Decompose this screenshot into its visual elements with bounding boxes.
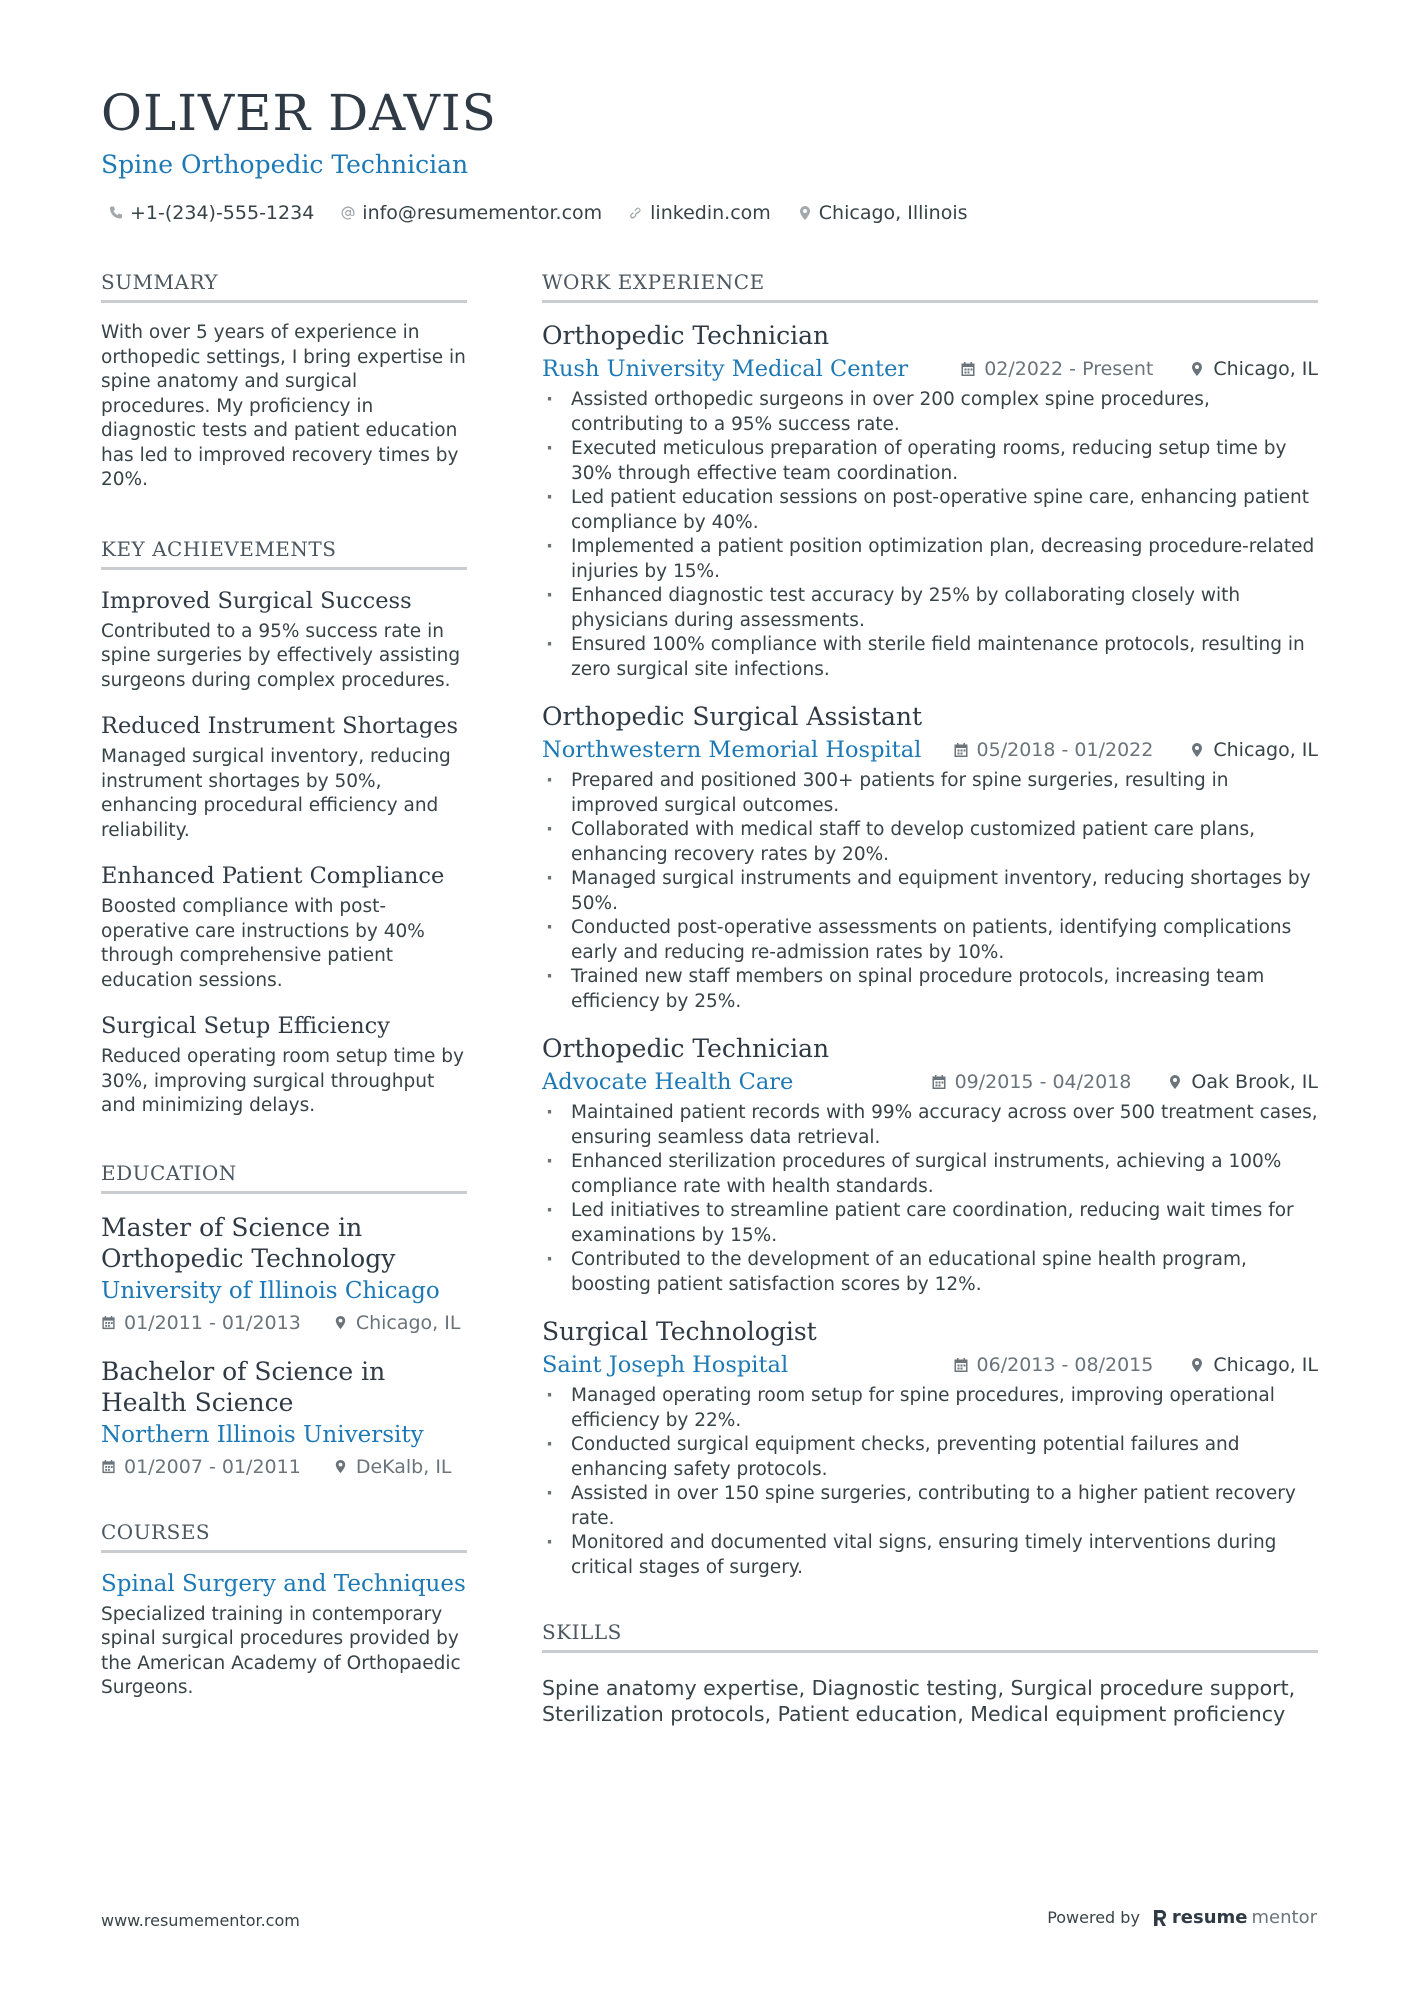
left-column [101,270,467,1701]
education-dates: 01/2007 - 01/2011 [124,1455,301,1478]
map-pin-icon [1189,361,1205,377]
education-heading: EDUCATION [101,1161,467,1194]
calendar-icon [953,1357,969,1373]
resumementor-logo-icon [1152,1908,1168,1928]
courses-section [101,1520,467,1701]
powered-by-text: Powered by [1047,1908,1140,1927]
job-header-row [542,1352,1318,1378]
summary-text: With over 5 years of experience in orthopedic settings, I bring expertise in spine anatomy and surgical procedures. My proficiency in diagnostic tests and patient education has led to improved recovery times by 20%. [101,322,466,490]
achievement-item [101,863,467,993]
email-link[interactable]: info@resumementor.com [362,202,603,224]
achievement-title: Improved Surgical Success [101,587,412,614]
linkedin-link[interactable]: linkedin.com [650,202,771,224]
achievement-text: Managed surgical inventory, reducing instrument shortages by 50%, enhancing procedural efficiency and reliability. [101,746,451,841]
achievement-text: Reduced operating room setup time by 30%, improving surgical throughput and minimizing delays. [101,1046,464,1116]
job-title: Orthopedic Technician [542,1034,830,1063]
job-entry [542,321,1318,682]
job-bullet: · Managed surgical instruments and equipment inventory, reducing shortages by 50%. [542,867,1318,916]
candidate-name: OLIVER DAVIS [101,84,497,142]
job-bullet: · Assisted orthopedic surgeons in over 200 complex spine procedures, contributing to a 95% success rate. [542,388,1318,437]
job-meta [953,1354,1318,1376]
calendar-icon [101,1459,116,1474]
job-bullets [542,769,1318,1014]
job-company: Advocate Health Care [542,1069,794,1095]
achievements-heading: KEY ACHIEVEMENTS [101,537,467,570]
job-dates: 02/2022 - Present [984,358,1154,380]
map-pin-icon [333,1315,348,1330]
education-school: University of Illinois Chicago [101,1277,440,1304]
job-meta [953,739,1318,761]
contact-bar [108,202,968,224]
achievement-item [101,1013,467,1119]
achievements-section [101,537,467,1119]
job-meta [931,1071,1318,1093]
education-school: Northern Illinois University [101,1421,424,1448]
job-title: Orthopedic Surgical Assistant [542,702,923,731]
brand-logo[interactable] [1152,1907,1317,1928]
education-location: DeKalb, IL [355,1455,452,1478]
job-bullet: · Monitored and documented vital signs, ensuring timely interventions during critical stages of surgery. [542,1531,1318,1580]
job-location: Chicago, IL [1213,739,1318,761]
job-meta [960,358,1318,380]
footer-branding [1047,1907,1317,1928]
skills-text: Spine anatomy expertise, Diagnostic testing, Surgical procedure support, Sterilization protocols, Patient education, Medical equipment proficiency [542,1676,1296,1726]
contact-linkedin[interactable] [628,202,771,224]
achievement-title: Reduced Instrument Shortages [101,713,459,739]
map-pin-icon [333,1459,348,1474]
job-bullet: · Maintained patient records with 99% accuracy across over 500 treatment cases, ensuring seamless data retrieval. [542,1101,1318,1150]
job-bullets [542,1101,1318,1297]
job-bullet: · Implemented a patient position optimization plan, decreasing procedure-related injuries by 15%. [542,535,1318,584]
job-bullet: · Enhanced sterilization procedures of surgical instruments, achieving a 100% compliance rate with health standards. [542,1150,1318,1199]
job-bullet: · Contributed to the development of an educational spine health program, boosting patient satisfaction scores by 12%. [542,1248,1318,1297]
right-column [542,270,1318,1727]
candidate-role: Spine Orthopedic Technician [101,150,469,179]
job-dates: 06/2013 - 08/2015 [976,1354,1154,1376]
job-bullet: · Led initiatives to streamline patient care coordination, reducing wait times for examinations by 15%. [542,1199,1318,1248]
education-meta [101,1312,467,1334]
job-bullet: · Enhanced diagnostic test accuracy by 25% by collaborating closely with physicians during assessments. [542,584,1318,633]
map-pin-icon [1167,1074,1183,1090]
achievement-text: Boosted compliance with post-operative care instructions by 40% through comprehensive patient education sessions. [101,896,425,991]
job-bullet: · Managed operating room setup for spine procedures, improving operational efficiency by 22%. [542,1384,1318,1433]
job-company: Northwestern Memorial Hospital [542,737,922,763]
job-bullet: · Collaborated with medical staff to develop customized patient care plans, enhancing recovery rates by 20%. [542,818,1318,867]
job-company: Rush University Medical Center [542,356,909,382]
job-bullet: · Conducted post-operative assessments on patients, identifying complications early and reducing re-admission rates by 10%. [542,916,1318,965]
achievement-text: Contributed to a 95% success rate in spine surgeries by effectively assisting surgeons during complex procedures. [101,620,461,691]
location-text: Chicago, Illinois [818,202,968,224]
achievement-item [101,713,467,843]
job-bullet: · Prepared and positioned 300+ patients for spine surgeries, resulting in improved surgical outcomes. [542,769,1318,818]
job-header-row [542,737,1318,763]
achievement-title: Enhanced Patient Compliance [101,863,445,889]
job-location: Oak Brook, IL [1191,1071,1318,1093]
education-degree: Master of Science in Orthopedic Technology [101,1212,396,1273]
job-entry [542,702,1318,1014]
experience-section [542,270,1318,1580]
contact-location [797,202,968,224]
job-bullet: · Assisted in over 150 spine surgeries, contributing to a higher patient recovery rate. [542,1482,1318,1531]
job-bullet: · Trained new staff members on spinal procedure protocols, increasing team efficiency by 25%. [542,965,1318,1014]
course-item [101,1571,467,1701]
education-location: Chicago, IL [355,1311,461,1334]
education-item [101,1212,467,1334]
job-header-row [542,1069,1318,1095]
skills-heading: SKILLS [542,1620,1318,1653]
job-location: Chicago, IL [1213,358,1318,380]
achievement-title: Surgical Setup Efficiency [101,1013,390,1039]
skills-section [542,1620,1318,1727]
course-text: Specialized training in contemporary spinal surgical procedures provided by the American Academy of Orthopaedic Surgeons. [101,1603,461,1698]
education-degree: Bachelor of Science in Health Science [101,1356,386,1417]
job-entry [542,1034,1318,1297]
phone-text: +1-(234)-555-1234 [130,202,315,224]
contact-email[interactable] [340,202,602,224]
summary-heading: SUMMARY [101,270,467,303]
education-meta [101,1456,467,1478]
course-title: Spinal Surgery and Techniques [101,1570,466,1597]
map-pin-icon [797,205,813,221]
job-title: Surgical Technologist [542,1317,817,1346]
job-dates: 09/2015 - 04/2018 [954,1071,1132,1093]
job-bullet: · Executed meticulous preparation of operating rooms, reducing setup time by 30% through effective team coordination. [542,437,1318,486]
education-section [101,1161,467,1478]
footer-website[interactable]: www.resumementor.com [101,1911,300,1930]
calendar-icon [101,1315,116,1330]
summary-section [101,270,467,493]
job-dates: 05/2018 - 01/2022 [976,739,1154,761]
calendar-icon [960,361,976,377]
job-location: Chicago, IL [1213,1354,1318,1376]
job-title: Orthopedic Technician [542,321,830,350]
job-header-row [542,356,1318,382]
job-bullet: · Ensured 100% compliance with sterile field maintenance protocols, resulting in zero surgical site infections. [542,633,1318,682]
calendar-icon [931,1074,947,1090]
at-icon [340,205,356,221]
job-bullet: · Conducted surgical equipment checks, preventing potential failures and enhancing safety protocols. [542,1433,1318,1482]
job-bullet: · Led patient education sessions on post-operative spine care, enhancing patient compliance by 40%. [542,486,1318,535]
education-dates: 01/2011 - 01/2013 [124,1311,301,1334]
brand-name-bold: resume [1171,1907,1248,1928]
contact-phone [108,202,314,224]
calendar-icon [953,742,969,758]
achievement-item [101,588,467,694]
education-item [101,1356,467,1478]
map-pin-icon [1189,1357,1205,1373]
link-icon [628,205,644,221]
map-pin-icon [1189,742,1205,758]
job-company: Saint Joseph Hospital [542,1352,789,1378]
courses-heading: COURSES [101,1520,467,1553]
brand-name-light: mentor [1251,1907,1317,1928]
experience-heading: WORK EXPERIENCE [542,270,1318,303]
job-entry [542,1317,1318,1580]
phone-icon [108,205,124,221]
job-bullets [542,1384,1318,1580]
job-bullets [542,388,1318,682]
